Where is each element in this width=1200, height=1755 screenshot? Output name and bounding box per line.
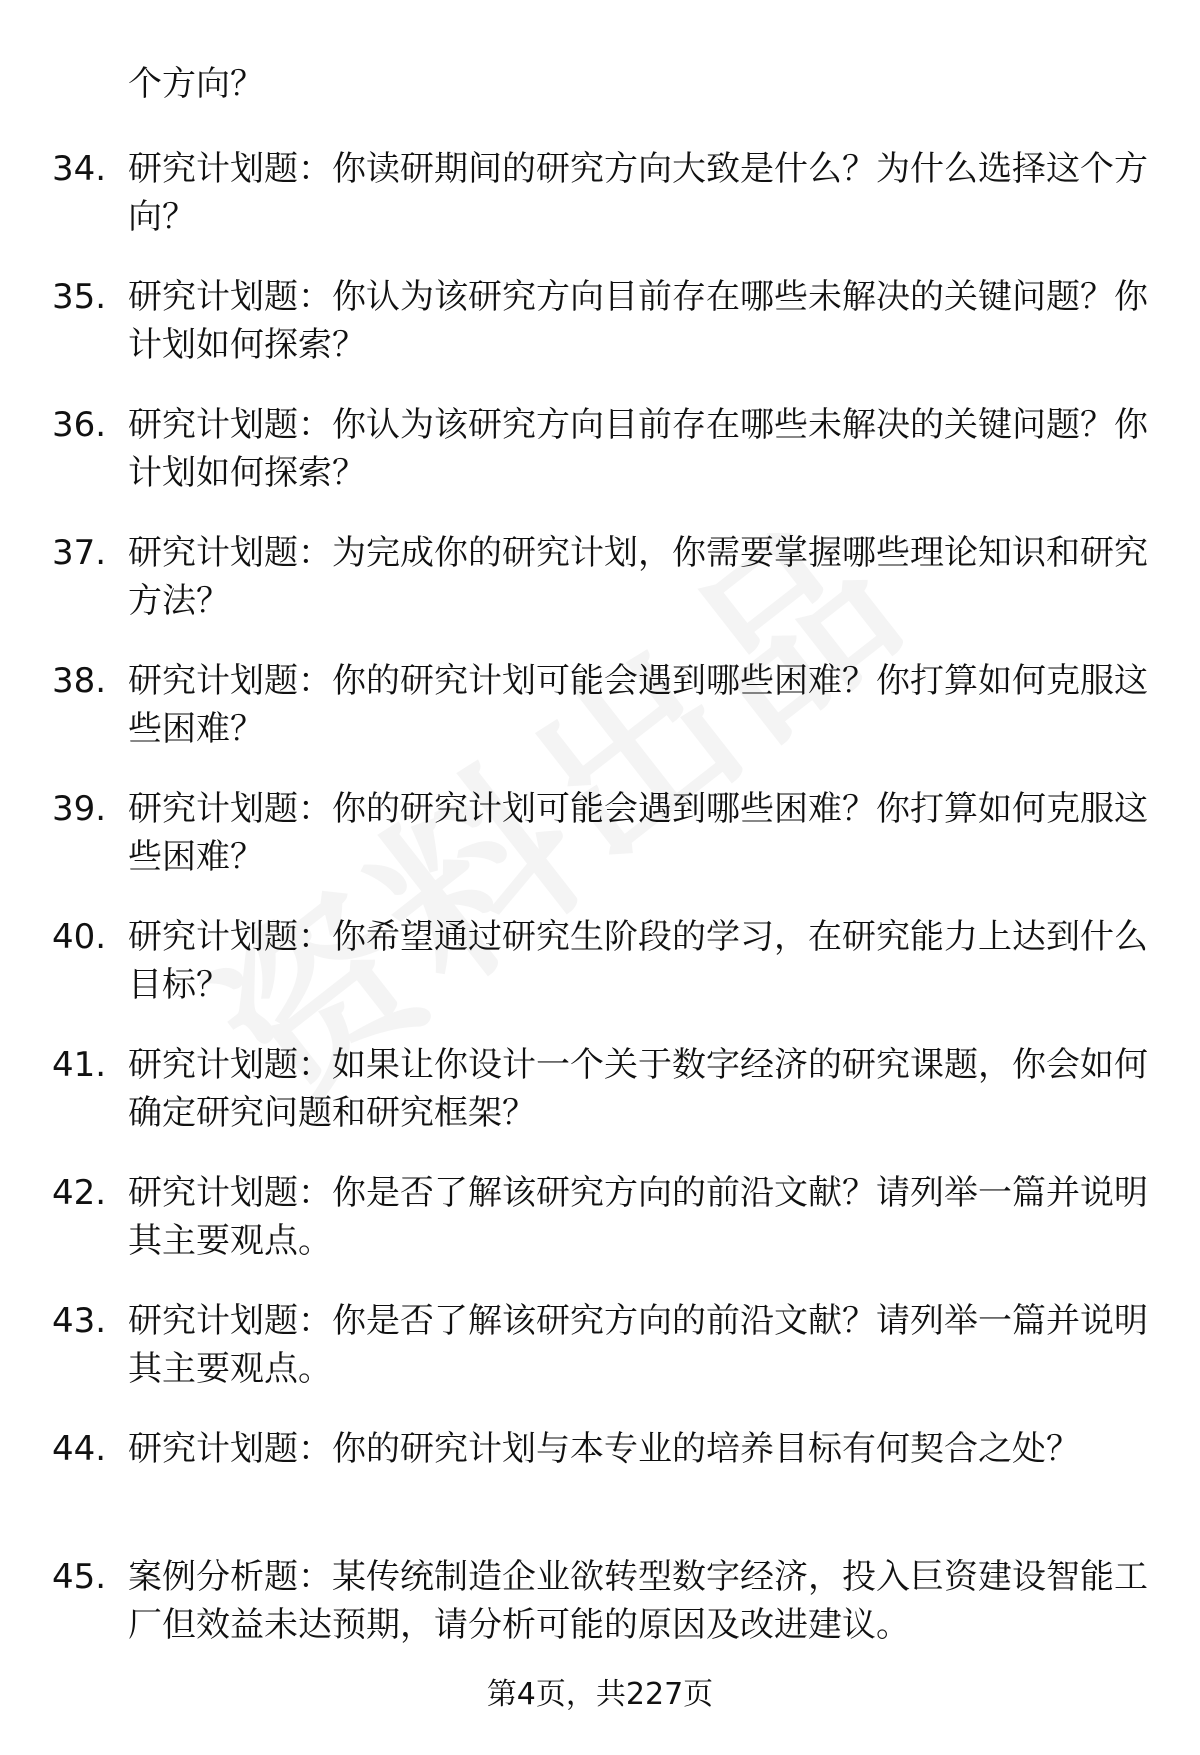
list-item	[0, 145, 1200, 273]
list-item	[0, 529, 1200, 657]
question-number: 39.	[52, 789, 107, 829]
list-item	[0, 401, 1200, 529]
question-list	[0, 145, 1200, 1681]
question-text: 研究计划题：你希望通过研究生阶段的学习，在研究能力上达到什么目标？	[128, 917, 1148, 1005]
question-text: 研究计划题：为完成你的研究计划，你需要掌握哪些理论知识和研究方法？	[128, 533, 1148, 621]
question-number: 44.	[52, 1429, 107, 1469]
question-number: 38.	[52, 661, 107, 701]
question-number: 43.	[52, 1301, 107, 1341]
list-item	[0, 785, 1200, 913]
question-number: 40.	[52, 917, 107, 957]
question-text: 研究计划题：你的研究计划可能会遇到哪些困难？你打算如何克服这些困难？	[128, 661, 1148, 749]
list-item	[0, 1041, 1200, 1169]
question-text: 研究计划题：你读研期间的研究方向大致是什么？为什么选择这个方向？	[128, 149, 1148, 237]
question-number: 37.	[52, 533, 107, 573]
page-footer: 第4页，共227页	[486, 1677, 714, 1712]
question-number: 41.	[52, 1045, 107, 1085]
list-item	[0, 1297, 1200, 1425]
list-item	[0, 657, 1200, 785]
question-number: 45.	[52, 1557, 107, 1597]
list-item	[0, 913, 1200, 1041]
question-text: 研究计划题：如果让你设计一个关于数字经济的研究课题，你会如何确定研究问题和研究框架？	[128, 1045, 1148, 1133]
list-item	[0, 1169, 1200, 1297]
question-number: 35.	[52, 277, 107, 317]
question-text: 案例分析题：某传统制造企业欲转型数字经济，投入巨资建设智能工厂但效益未达预期，请分析可能的原因及改进建议。	[128, 1557, 1148, 1645]
question-text: 研究计划题：你是否了解该研究方向的前沿文献？请列举一篇并说明其主要观点。	[128, 1173, 1148, 1261]
question-text: 研究计划题：你认为该研究方向目前存在哪些未解决的关键问题？你计划如何探索？	[128, 405, 1148, 493]
question-text: 研究计划题：你的研究计划可能会遇到哪些困难？你打算如何克服这些困难？	[128, 789, 1148, 877]
question-number: 36.	[52, 405, 107, 445]
question-number: 34.	[52, 149, 107, 189]
list-item	[0, 273, 1200, 401]
continuation-text: 个方向？	[128, 64, 264, 104]
question-text: 研究计划题：你认为该研究方向目前存在哪些未解决的关键问题？你计划如何探索？	[128, 277, 1148, 365]
question-text: 研究计划题：你是否了解该研究方向的前沿文献？请列举一篇并说明其主要观点。	[128, 1301, 1148, 1389]
list-item	[0, 1553, 1200, 1681]
question-text: 研究计划题：你的研究计划与本专业的培养目标有何契合之处？	[128, 1429, 1080, 1469]
question-number: 42.	[52, 1173, 107, 1213]
list-item	[0, 1425, 1200, 1553]
